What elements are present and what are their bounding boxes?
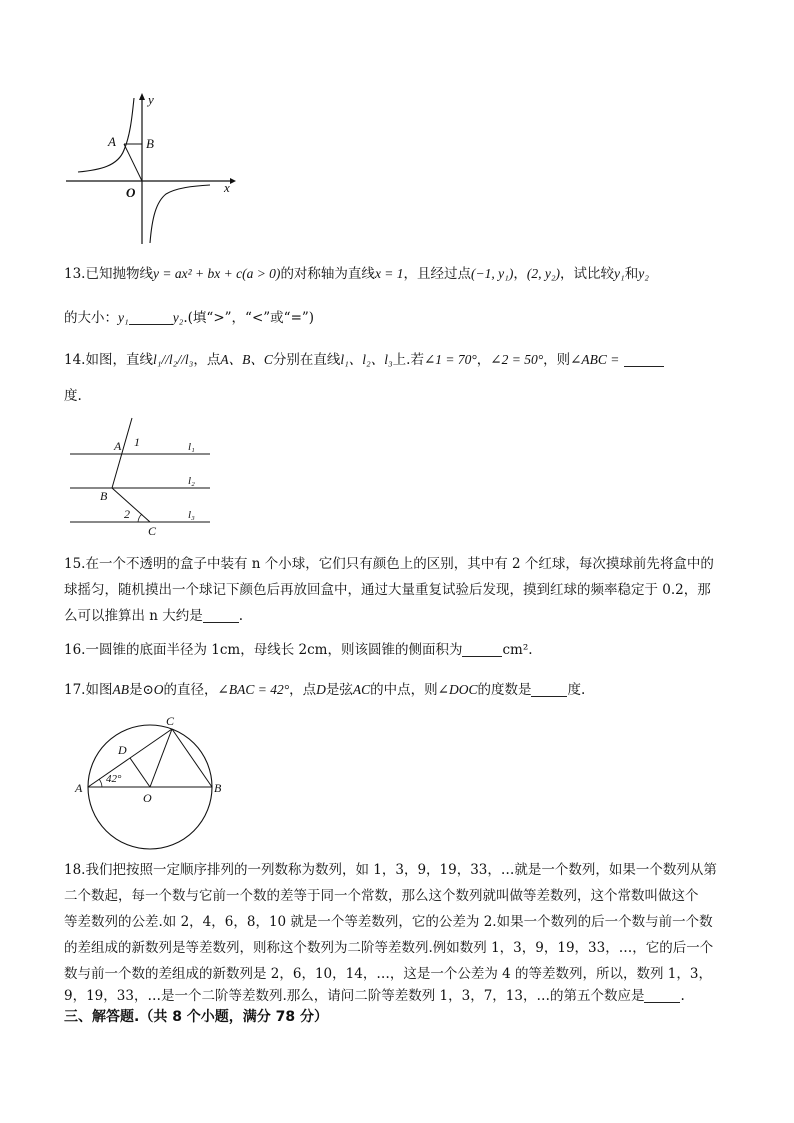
- label-42-degrees: 42°: [106, 773, 122, 785]
- question-13-line-2: 的大小：y₁ y₂.(填“>”，“<”或“=”): [64, 310, 315, 326]
- label-angle-2: 2: [124, 507, 130, 521]
- question-15-line-3: 么可以推算出 n 大约是 .: [64, 608, 244, 624]
- label-B: B: [100, 489, 108, 503]
- answer-blank-14[interactable]: [624, 353, 664, 368]
- transversal-AB: [112, 418, 132, 488]
- segment-BC: [112, 488, 150, 522]
- parallel-lines-figure: [66, 414, 216, 540]
- section-3-title: 三、解答题.（共 8 个小题，满分 78 分）: [64, 1009, 329, 1025]
- chord-CB: [172, 729, 212, 787]
- label-B: B: [214, 781, 222, 795]
- question-18-line-2: 二个数起，每一个数与它前一个数的差等于同一个常数，那么这个数列就叫做等差数列，这个常数叫做这个: [64, 888, 699, 904]
- label-O: O: [126, 185, 136, 200]
- question-14-line-1: 14.如图，直线l₁//l₂//l₃，点A、B、C分别在直线l₁、l₂、l₃上.若∠1 = 70°，∠2 = 50°，则∠ABC =: [64, 348, 664, 368]
- hyperbola-branch-right: [150, 185, 210, 243]
- segment-OD: [130, 758, 150, 787]
- answer-blank-15[interactable]: [203, 609, 239, 624]
- circle-figure: [70, 712, 230, 852]
- label-D: D: [118, 743, 127, 757]
- hyperbola-figure: [60, 88, 240, 248]
- question-18-line-3: 等差数列的公差.如 2，4，6，8，10 就是一个等差数列，它的公差为 2.如果一个数列的后一个数与前一个数: [64, 914, 713, 930]
- answer-blank-13[interactable]: [129, 311, 173, 326]
- question-13-line-1: 13.已知抛物线y = ax² + bx + c(a > 0)的对称轴为直线x = 1，且经过点(−1, y₁)，(2, y₂)，试比较y₁和y₂: [64, 266, 649, 282]
- question-14-line-2: 度.: [64, 388, 82, 404]
- label-A: A: [114, 439, 122, 453]
- label-B: B: [146, 136, 154, 151]
- label-l1: l₁: [188, 441, 195, 453]
- label-angle-1: 1: [134, 435, 140, 449]
- label-l2: l₂: [188, 475, 195, 487]
- label-A: A: [75, 781, 83, 795]
- question-18-line-6: 9，19，33，…是一个二阶等差数列.那么，请问二阶等差数列 1，3，7，13，…的第五个数应是 .: [64, 988, 685, 1004]
- label-O: O: [143, 791, 152, 805]
- answer-blank-16[interactable]: [462, 643, 502, 658]
- question-17: 17.如图AB是⊙O的直径，∠BAC = 42°，点D是弦AC的中点，则∠DOC的度数是 度.: [64, 682, 586, 698]
- label-C: C: [148, 524, 157, 538]
- answer-blank-17[interactable]: [531, 683, 567, 698]
- question-18-line-5: 数与前一个数的差组成的新数列是 2，6，10，14，…，这是一个公差为 4 的等差数列，所以，数列 1，3，: [64, 966, 712, 982]
- question-18-line-4: 的差组成的新数列是等差数列，则称这个数列为二阶等差数列.例如数列 1，3，9，19，33，…，它的后一个: [64, 940, 714, 956]
- question-18-line-1: 18.我们把按照一定顺序排列的一列数称为数列，如 1，3，9，19，33，…就是一个数列，如果一个数列从第: [64, 862, 717, 878]
- question-15-line-2: 球摇匀，随机摸出一个球记下颜色后再放回盒中，通过大量重复试验后发现，摸到红球的频率稳定于 0.2，那: [64, 582, 711, 598]
- label-l3: l₃: [188, 509, 195, 521]
- label-x: x: [224, 180, 230, 195]
- label-A: A: [108, 134, 116, 149]
- label-C: C: [166, 714, 175, 728]
- hyperbola-branch-left: [78, 98, 134, 172]
- segment-OC: [150, 729, 172, 787]
- question-16: 16.一圆锥的底面半径为 1cm，母线长 2cm，则该圆锥的侧面积为 cm².: [64, 642, 533, 658]
- answer-blank-18[interactable]: [644, 989, 680, 1004]
- label-y: y: [148, 92, 154, 107]
- question-15-line-1: 15.在一个不透明的盒子中装有 n 个小球，它们只有颜色上的区别，其中有 2 个红球，每次摸球前先将盒中的: [64, 556, 714, 572]
